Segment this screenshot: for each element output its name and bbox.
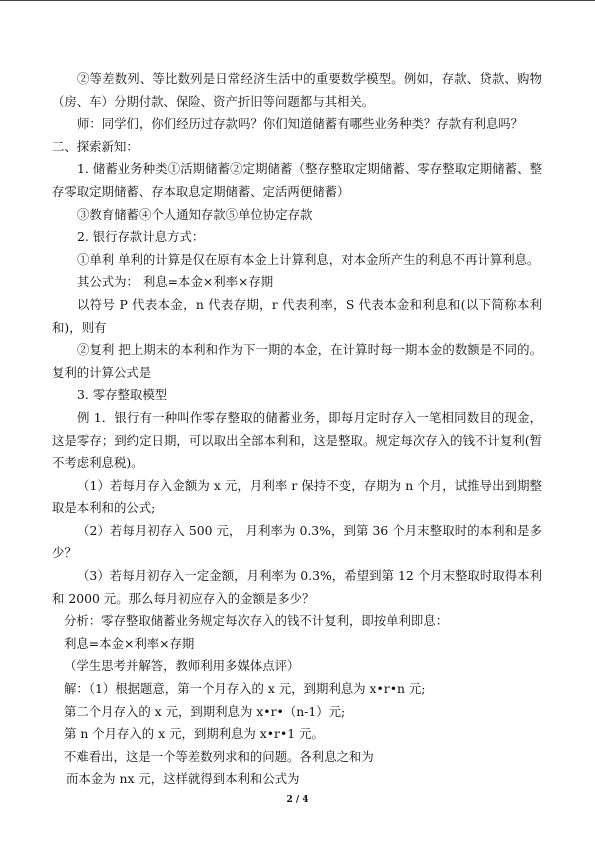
paragraph-teacher-question: 师：同学们，你们经历过存款吗？你们知道储蓄有哪些业务种类？存款有利息吗？: [77, 116, 524, 132]
paragraph-formula: 其公式为： 利息=本金×利率×存期: [77, 274, 274, 290]
paragraph-solution-3: 第 n 个月存入的 x 元，到期利息为 x•r•1 元。: [64, 726, 324, 742]
paragraph-solution-1: 解：（1）根据题意，第一个月存入的 x 元，到期利息为 x•r•n 元;: [64, 681, 426, 697]
paragraph-savings-types-cont: ③教育储蓄④个人通知存款⑤单位协定存款: [77, 206, 313, 222]
paragraph-question-3: （3）若每月初存入一定金额，月利率为 0.3%，希望到第 12 个月末整取时取得本利和 2000 元。那么每月初应存入的金额是多少？: [52, 568, 542, 606]
document-body: [52, 68, 542, 791]
paragraph-student-note: （学生思考并解答，教师利用多媒体点评）: [64, 658, 300, 674]
paragraph-interest-formula: 利息=本金×利率×存期: [64, 635, 195, 651]
paragraph-question-1: （1）若每月存入金额为 x 元，月利率 r 保持不变，存期为 n 个月，试推导出到期整取是本利和的公式;: [52, 477, 542, 516]
paragraph-models-intro: ②等差数列、等比数列是日常经济生活中的重要数学模型。例如，存款、贷款、购物（房、车）分期付款、保险、资产折旧等问题都与其相关。: [52, 71, 542, 109]
top-border-line: [0, 0, 595, 1]
paragraph-question-2: （2）若每月初存入 500 元， 月利率为 0.3%，到第 36 个月末整取时的本利和是多少？: [52, 522, 542, 561]
paragraph-analysis: 分析：零存整取储蓄业务规定每次存入的钱不计复利，即按单利即息：: [64, 613, 449, 629]
paragraph-example-1: 例 1．银行有一种叫作零存整取的储蓄业务，即每月定时存入一笔相同数目的现金，这是零存；到约定日期，可以取出全部本利和，这是整取。规定每次存入的钱不计复利(暂不考虑利息税)。: [52, 409, 542, 471]
paragraph-compound-interest: ②复利 把上期末的本利和作为下一期的本金，在计算时每一期本金的数额是不同的。复利的计算公式是: [52, 342, 542, 380]
paragraph-symbols: 以符号 P 代表本金，n 代表存期，r 代表利率，S 代表本金和利息和(以下简称本利和)，则有: [52, 296, 542, 335]
paragraph-savings-types: 1. 储蓄业务种类①活期储蓄②定期储蓄（整存整取定期储蓄、零存整取定期储蓄、整存零取定期储蓄、存本取息定期储蓄、定活两便储蓄）: [52, 161, 542, 199]
paragraph-arithmetic-sum: 不难看出，这是一个等差数列求和的问题。各利息之和为: [64, 748, 374, 764]
section-heading-explore: 二、探索新知：: [52, 138, 139, 154]
paragraph-solution-2: 第二个月存入的 x 元，到期利息为 x•r•（n-1）元;: [64, 703, 346, 719]
paragraph-principal: 而本金为 nx 元，这样就得到本利和公式为: [66, 771, 300, 787]
paragraph-model-heading: 3. 零存整取模型: [77, 387, 168, 403]
page-number: 2 / 4: [286, 795, 309, 805]
paragraph-simple-interest: ①单利 单利的计算是仅在原有本金上计算利息，对本金所产生的利息不再计算利息。: [77, 251, 540, 267]
paragraph-interest-methods: 2. 银行存款计息方式：: [77, 229, 205, 245]
